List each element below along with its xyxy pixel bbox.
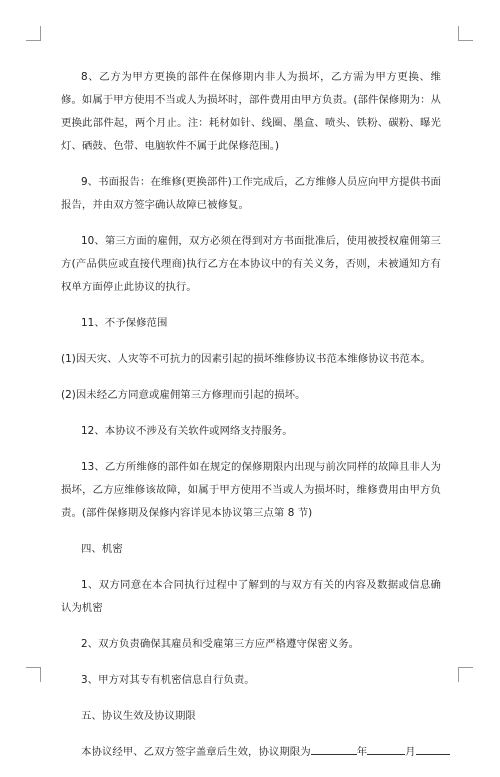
month-label: 月 (405, 746, 416, 758)
crop-mark-top-right (458, 26, 473, 41)
effective-term-line (61, 741, 441, 764)
item-11-2: (2)因未经乙方同意或雇佣第三方修理而引起的损坏。 (61, 389, 306, 401)
paragraph-8: 8、乙方为甲方更换的部件在保修期内非人为损坏，乙方需为甲方更换、维修。如属于甲方使用不当或人为损坏时，部件费用由甲方负责。(部件保修期为：从更换此部件起，两个月止。注：耗材如针、线圈、墨盒、喷头、铁粉、碳粉、曝光灯、硒鼓、色带、电脑软件不属于此保修范围。) (61, 71, 441, 152)
section-11-heading: 11、不予保修范围 (81, 317, 168, 329)
blank-month-field[interactable] (367, 742, 405, 755)
confidential-item-1: 1、双方同意在本合同执行过程中了解到的与双方有关的内容及数据或信息确认为机密 (61, 579, 441, 614)
confidential-item-3: 3、甲方对其专有机密信息自行负责。 (81, 674, 255, 686)
document-body (61, 66, 441, 777)
blank-year-field[interactable] (311, 742, 357, 755)
paragraph-12: 12、本协议不涉及有关软件或网络支持服务。 (81, 425, 293, 437)
confidential-item-2: 2、双方负责确保其雇员和受雇第三方应严格遵守保密义务。 (81, 638, 360, 650)
crop-mark-bottom-left (26, 667, 41, 682)
blank-trailing-field[interactable] (416, 742, 450, 755)
paragraph-13: 13、乙方所维修的部件如在规定的保修期限内出现与前次同样的故障且非人为损坏，乙方应维修该故障，如属于甲方使用不当或人为损坏时，维修费用由甲方负责。(部件保修期及保修内容详见本协议第三点第 8 节) (61, 461, 441, 519)
section-5-heading: 五、协议生效及协议期限 (81, 710, 196, 722)
crop-mark-top-left (26, 26, 41, 41)
item-11-1: (1)因天灾、人灾等不可抗力的因素引起的损坏维修协议书范本维修协议书范本。 (61, 353, 431, 365)
effective-term-prefix: 本协议经甲、乙双方签字盖章后生效，协议期限为 (81, 746, 311, 758)
section-4-heading: 四、机密 (81, 543, 123, 555)
year-label: 年 (356, 746, 368, 758)
paragraph-10: 10、第三方面的雇佣，双方必须在得到对方书面批准后，使用被授权雇佣第三方(产品供应或直接代理商)执行乙方在本协议中的有关义务，否则，未被通知方有权单方面停止此协议的执行。 (61, 235, 441, 293)
paragraph-9: 9、书面报告：在维修(更换部件)工作完成后，乙方维修人员应向甲方提供书面报告，并由双方签字确认故障已被修复。 (61, 176, 441, 211)
crop-mark-bottom-right (458, 667, 473, 682)
